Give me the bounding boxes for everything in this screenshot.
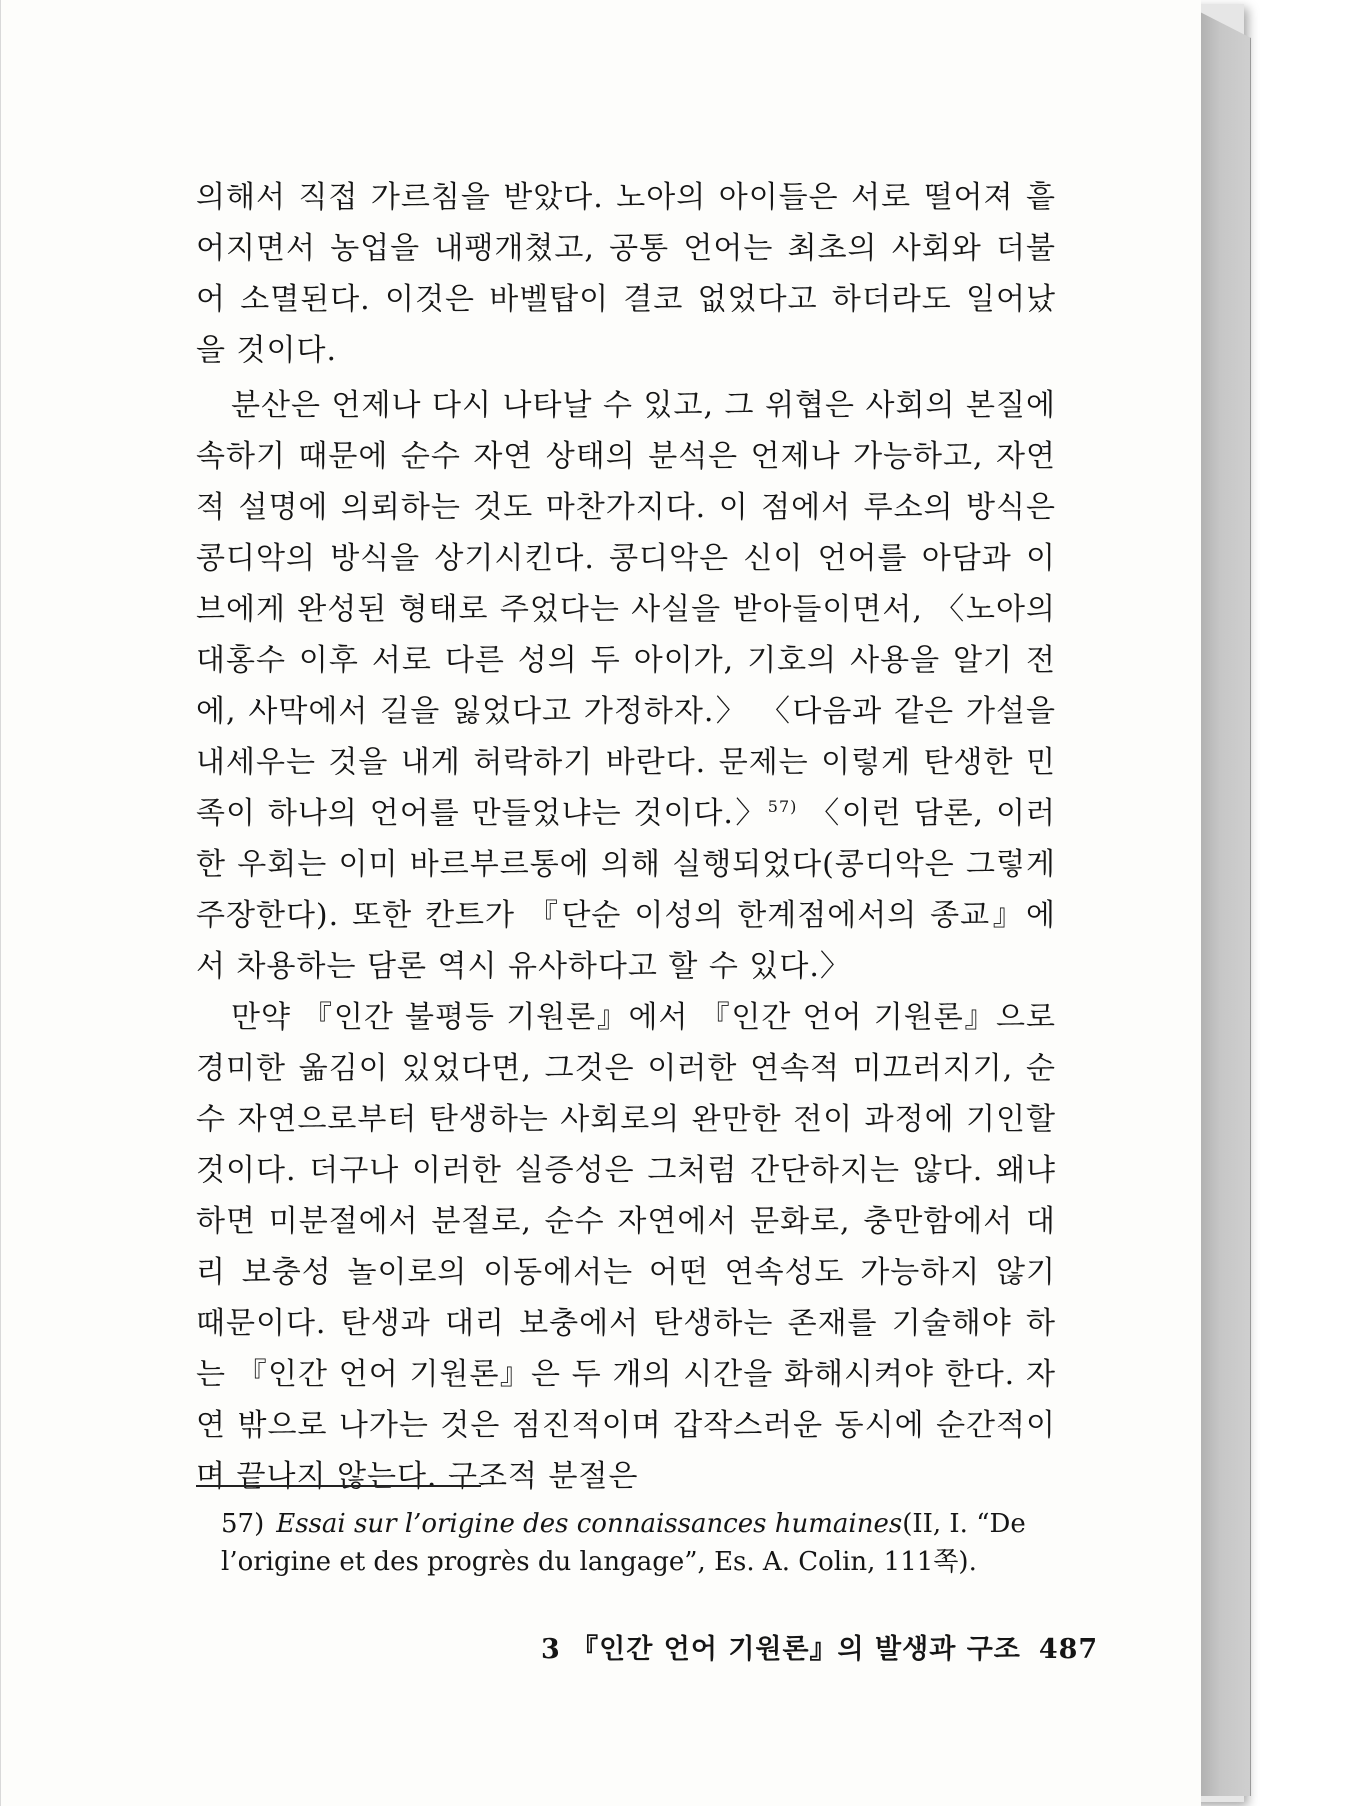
footnote-reference: 57) (767, 797, 798, 816)
paragraph-2-continuation: 〈이런 담론, 이러한 우회는 이미 바르부르통에 의해 실행되었다(콩디악은 그렇게 주장한다). 또한 칸트가 『단순 이성의 한계점에서의 종교』에서 차용하는 담론 역시 유사하다고 할 수 있다.〉 (196, 796, 1056, 984)
footnote-divider (196, 1485, 481, 1487)
paragraph-3-text: 만약 『인간 불평등 기원론』에서 『인간 언어 기원론』으로 경미한 옮김이 있었다면, 그것은 이러한 연속적 미끄러지기, 순수 자연으로부터 탄생하는 사회로의 완만한 전이 과정에 기인할 것이다. 더구나 이러한 실증성은 그처럼 간단하지는 않다. 왜냐하면 미분절에서 분절로, 순수 자연에서 문화로, 충만함에서 대리 보충성 놀이로의 이동에서는 어떤 연속성도 가능하지 않기 때문이다. 탄생과 대리 보충에서 탄생하는 존재를 기술해야 하는 『인간 언어 기원론』은 두 개의 시간을 화해시켜야 한다. 자연 밖으로 나가는 것은 점진적이며 갑작스러운 동시에 순간적이며 끝나지 않는다. 구조적 분절은 (196, 1000, 1056, 1494)
page-number: 487 (1038, 1634, 1099, 1665)
running-footer (541, 1627, 1098, 1666)
footnote (221, 1505, 1056, 1581)
paragraph-2-text (196, 380, 1056, 992)
paragraph-2 (196, 380, 1056, 1502)
footnote-title: Essai sur l’origine des connaissances humaines (276, 1509, 903, 1539)
paragraph-1 (196, 172, 1056, 376)
chapter-title: 3 『인간 언어 기원론』의 발생과 구조 (541, 1634, 1021, 1665)
paragraph-1-text: 의해서 직접 가르침을 받았다. 노아의 아이들은 서로 떨어져 흩어지면서 농업을 내팽개쳤고, 공통 언어는 최초의 사회와 더불어 소멸된다. 이것은 바벨탑이 결코 없었다고 하더라도 일어났을 것이다. (196, 180, 1056, 368)
page-edge (1200, 12, 1251, 1796)
paragraph-2-body: 분산은 언제나 다시 나타날 수 있고, 그 위협은 사회의 본질에 속하기 때문에 순수 자연 상태의 분석은 언제나 가능하고, 자연적 설명에 의뢰하는 것도 마찬가지다. 이 점에서 루소의 방식은 콩디악의 방식을 상기시킨다. 콩디악은 신이 언어를 아담과 이브에게 완성된 형태로 주었다는 사실을 받아들이면서, 〈노아의 대홍수 이후 서로 다른 성의 두 아이가, 기호의 사용을 알기 전에, 사막에서 길을 잃었다고 가정하자.〉 〈다음과 같은 가설을 내세우는 것을 내게 허락하기 바란다. 문제는 이렇게 탄생한 민족이 하나의 언어를 만들었냐는 것이다.〉 (196, 388, 1056, 831)
footnote-details: (II, I. “De l’origine et des progrès du langage”, Es. A. Colin, 111쪽). (221, 1509, 1026, 1577)
footnote-number: 57) (221, 1509, 265, 1539)
